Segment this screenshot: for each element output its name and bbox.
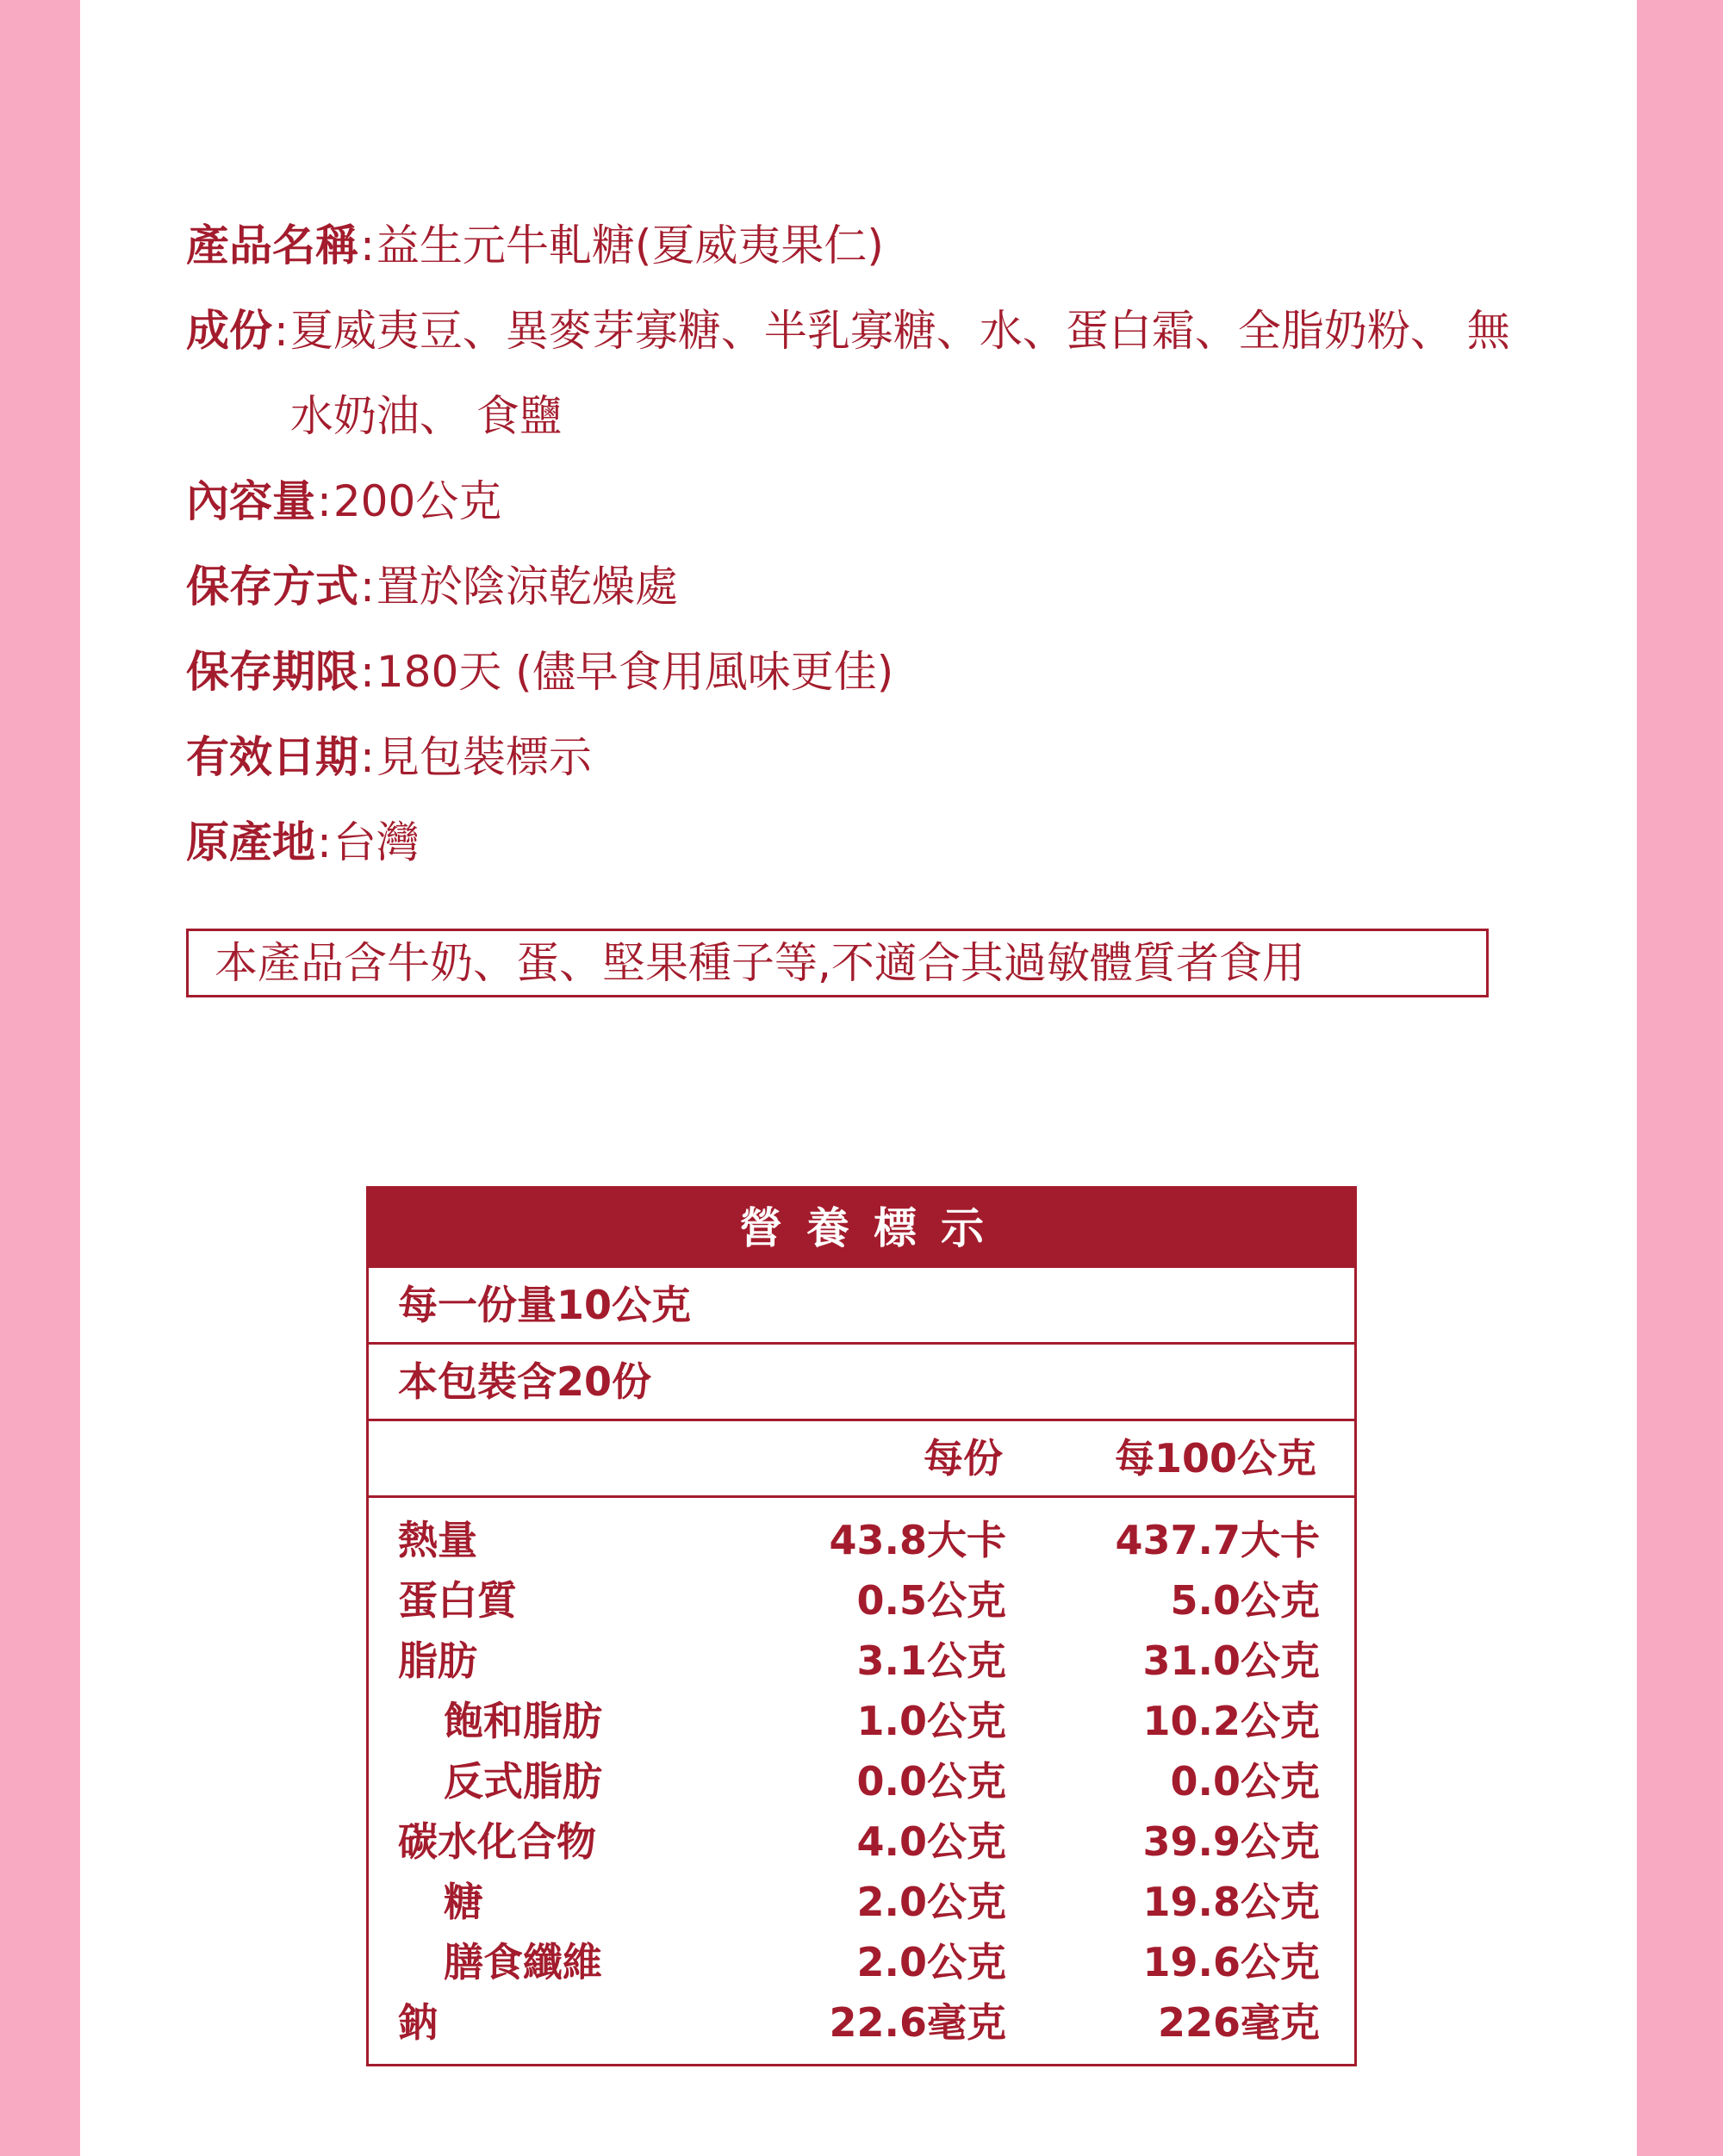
info-sep: :: [360, 732, 375, 782]
info-value: 台灣: [333, 817, 420, 867]
nutrient-row-energy: [369, 1510, 1354, 1570]
nutrient-per-serving: 3.1公克: [856, 1637, 1006, 1684]
info-key: 成份: [186, 306, 272, 356]
nutrient-row-carbohydrate: [369, 1811, 1354, 1872]
nutrition-facts-table: [366, 1186, 1357, 2066]
nutrient-label: 熱量: [398, 1517, 477, 1563]
nutrient-per-100g: 31.0公克: [1142, 1637, 1320, 1684]
nutrient-per-100g: 39.9公克: [1142, 1818, 1320, 1865]
nutrient-per-100g: 226毫克: [1157, 1999, 1320, 2046]
nutrient-row-protein: [369, 1570, 1354, 1631]
nutrition-rows: [369, 1498, 1354, 2053]
info-row-name: [186, 203, 1522, 289]
nutrient-label: 脂肪: [398, 1637, 477, 1684]
info-sep: :: [317, 476, 332, 526]
nutrient-label: 蛋白質: [398, 1577, 517, 1624]
nutrient-per-100g: 19.8公克: [1142, 1879, 1320, 1925]
nutrient-label: 鈉: [398, 1999, 438, 2046]
nutrient-per-serving: 1.0公克: [856, 1698, 1006, 1744]
nutrient-per-100g: 0.0公克: [1170, 1758, 1320, 1805]
info-sep: :: [360, 647, 375, 697]
nutrient-label: 糖: [444, 1879, 483, 1925]
info-sep: :: [360, 562, 375, 612]
label-page: [80, 0, 1637, 2156]
info-value: 200公克: [333, 476, 502, 526]
product-info: [186, 203, 1522, 885]
info-key: 有效日期: [186, 732, 358, 782]
nutrient-label: 反式脂肪: [444, 1758, 602, 1805]
nutrient-per-100g: 5.0公克: [1170, 1577, 1320, 1624]
info-value: 置於陰涼乾燥處: [376, 562, 678, 612]
nutrient-label: 飽和脂肪: [444, 1698, 602, 1744]
nutrient-per-serving: 43.8大卡: [829, 1517, 1006, 1563]
info-sep: :: [317, 817, 332, 867]
info-key: 內容量: [186, 476, 315, 526]
info-sep: :: [360, 221, 375, 270]
allergy-warning: 本產品含牛奶、蛋、堅果種子等,不適合其過敏體質者食用: [186, 929, 1489, 997]
nutrient-row-sodium: [369, 1992, 1354, 2053]
info-key: 產品名稱: [186, 221, 358, 270]
nutrient-label: 膳食纖維: [444, 1939, 602, 1985]
nutrition-column-header: [369, 1421, 1354, 1498]
nutrient-row-saturated-fat: [369, 1691, 1354, 1751]
info-row-net-weight: [186, 459, 1522, 544]
nutrient-per-serving: 0.0公克: [856, 1758, 1006, 1805]
nutrient-per-100g: 10.2公克: [1142, 1698, 1320, 1744]
nutrient-label: 碳水化合物: [398, 1818, 596, 1865]
nutrient-per-100g: 19.6公克: [1142, 1939, 1320, 1985]
col-per-100g: 每100公克: [1114, 1435, 1316, 1482]
nutrient-per-serving: 4.0公克: [856, 1818, 1006, 1865]
nutrient-row-sugar: [369, 1872, 1354, 1932]
info-key: 原產地: [186, 817, 315, 867]
info-row-ingredients: [186, 289, 1522, 459]
nutrient-per-100g: 437.7大卡: [1115, 1517, 1320, 1563]
info-key: 保存方式: [186, 562, 358, 612]
info-value: 180天 (儘早食用風味更佳): [376, 647, 894, 697]
col-per-serving: 每份: [924, 1435, 1003, 1482]
info-value: 益生元牛軋糖(夏威夷果仁): [376, 221, 884, 270]
nutrient-per-serving: 2.0公克: [856, 1879, 1006, 1925]
nutrient-row-fiber: [369, 1932, 1354, 1992]
nutrient-row-fat: [369, 1631, 1354, 1691]
servings-per-package: 本包裝含20份: [369, 1345, 1354, 1421]
info-sep: :: [274, 306, 289, 356]
nutrient-per-serving: 2.0公克: [856, 1939, 1006, 1985]
info-row-storage: [186, 544, 1522, 630]
nutrition-title: 營養標示: [369, 1189, 1354, 1268]
serving-size: 每一份量10公克: [369, 1268, 1354, 1345]
nutrient-per-serving: 0.5公克: [856, 1577, 1006, 1624]
info-row-shelf-life: [186, 630, 1522, 715]
nutrient-row-trans-fat: [369, 1751, 1354, 1811]
info-value: 見包裝標示: [376, 732, 592, 782]
info-row-origin: [186, 800, 1522, 885]
info-value: 夏威夷豆、異麥芽寡糖、半乳寡糖、水、蛋白霜、全脂奶粉、 無水奶油、 食鹽: [289, 306, 1510, 441]
info-row-expiry: [186, 715, 1522, 800]
info-key: 保存期限: [186, 647, 358, 697]
nutrient-per-serving: 22.6毫克: [829, 1999, 1006, 2046]
